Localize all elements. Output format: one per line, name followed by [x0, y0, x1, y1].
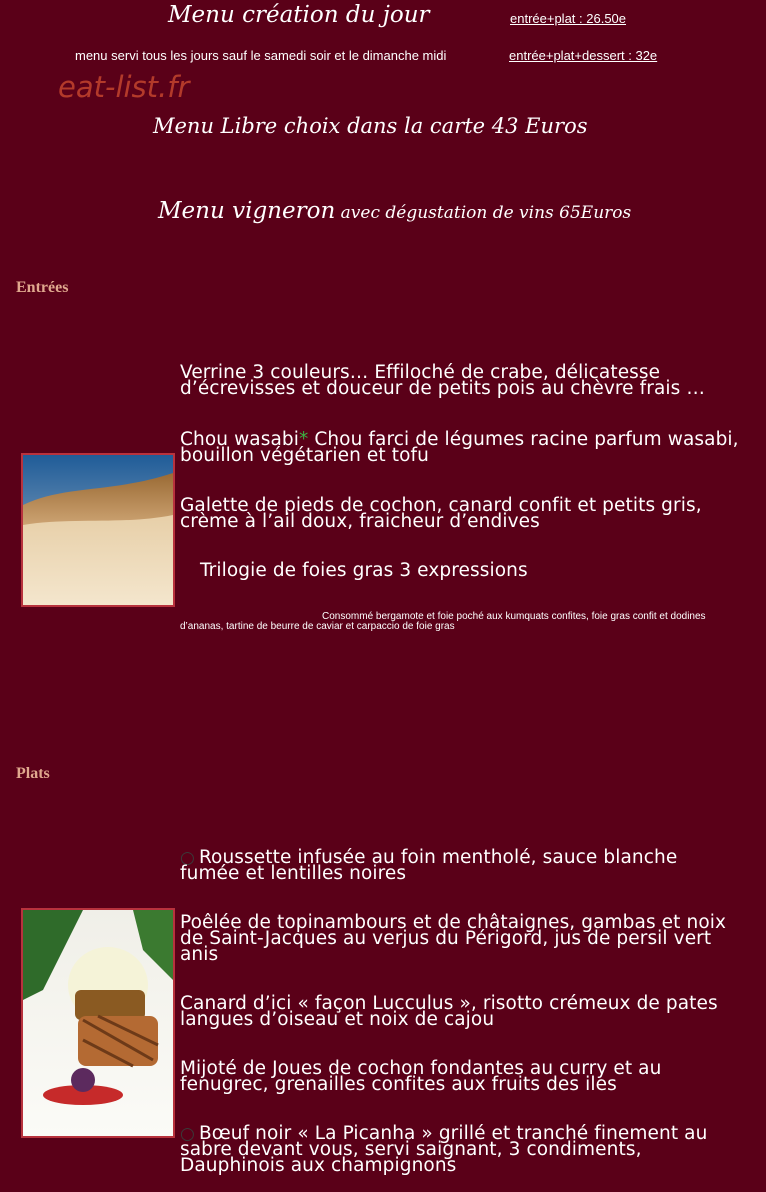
section-title-plats: Plats — [16, 765, 50, 782]
entree-trilogie-desc: Consommé bergamote et foie poché aux kumquats confites, foie gras confit et dodines d’ananas, tartine de beurre de caviar et carpaccio de foie gras — [180, 611, 706, 632]
plat-item-mijote: Mijoté de Joues de cochon fondantes au curry et au fenugrec, grenailles confites aux fruits des iles — [180, 1058, 662, 1095]
plat-item-poelee: Poêlée de topinambours et de châtaignes, gambas et noix de Saint-Jacques au verjus du Périgord, jus de persil vert anis — [180, 912, 727, 965]
entree-item-trilogie: Trilogie de foies gras 3 expressions — [200, 560, 528, 581]
entree-item-chou-wasabi — [180, 429, 740, 466]
plat-photo — [21, 908, 175, 1138]
entree-item-galette: Galette de pieds de cochon, canard confit et petits gris, crème à l’ail doux, fraicheur d’endives — [180, 495, 702, 532]
bullet-icon: ○ — [180, 1124, 195, 1144]
bullet-icon: ○ — [180, 848, 195, 868]
plat-item-roussette — [180, 847, 740, 884]
menu-vigneron-rest: avec dégustation de vins 65Euros — [335, 203, 632, 223]
watermark-logo: eat-list.fr — [58, 70, 190, 104]
entree-photo-image — [23, 455, 173, 605]
plat-item-roussette-text: Roussette infusée au foin mentholé, sauce blanche fumée et lentilles noires — [180, 847, 678, 884]
plat-photo-image — [23, 910, 173, 1136]
plat-item-boeuf — [180, 1123, 740, 1176]
menu-jour-title: Menu création du jour — [168, 2, 430, 28]
entree-item-verrine: Verrine 3 couleurs… Effiloché de crabe, délicatesse d’écrevisses et douceur de petits pois au chèvre frais … — [180, 362, 705, 399]
entree-item-chou-wasabi-name: Chou wasabi — [180, 429, 299, 450]
menu-vigneron-title — [158, 198, 631, 224]
section-title-entrees: Entrées — [16, 279, 69, 296]
menu-libre-title: Menu Libre choix dans la carte 43 Euros — [153, 114, 588, 138]
entree-photo — [21, 453, 175, 607]
menu-jour-note: menu servi tous les jours sauf le samedi soir et le dimanche midi — [75, 48, 447, 63]
asterisk-mark: * — [299, 429, 309, 450]
menu-jour-price-link[interactable]: entrée+plat : 26.50e — [510, 11, 627, 26]
menu-vigneron-main: Menu vigneron — [158, 198, 336, 224]
menu-jour-price2-link[interactable]: entrée+plat+dessert : 32e — [509, 48, 658, 63]
entree-item-chou-wasabi-desc: Chou farci de légumes racine parfum wasabi, bouillon végétarien et tofu — [180, 429, 739, 466]
plat-item-boeuf-text: Bœuf noir « La Picanha » grillé et tranché finement au sabre devant vous, servi saignant, 3 condiments, Dauphinois aux champignons — [180, 1123, 708, 1176]
plat-item-canard: Canard d’ici « façon Lucculus », risotto crémeux de pates langues d’oiseau et noix de cajou — [180, 993, 718, 1030]
